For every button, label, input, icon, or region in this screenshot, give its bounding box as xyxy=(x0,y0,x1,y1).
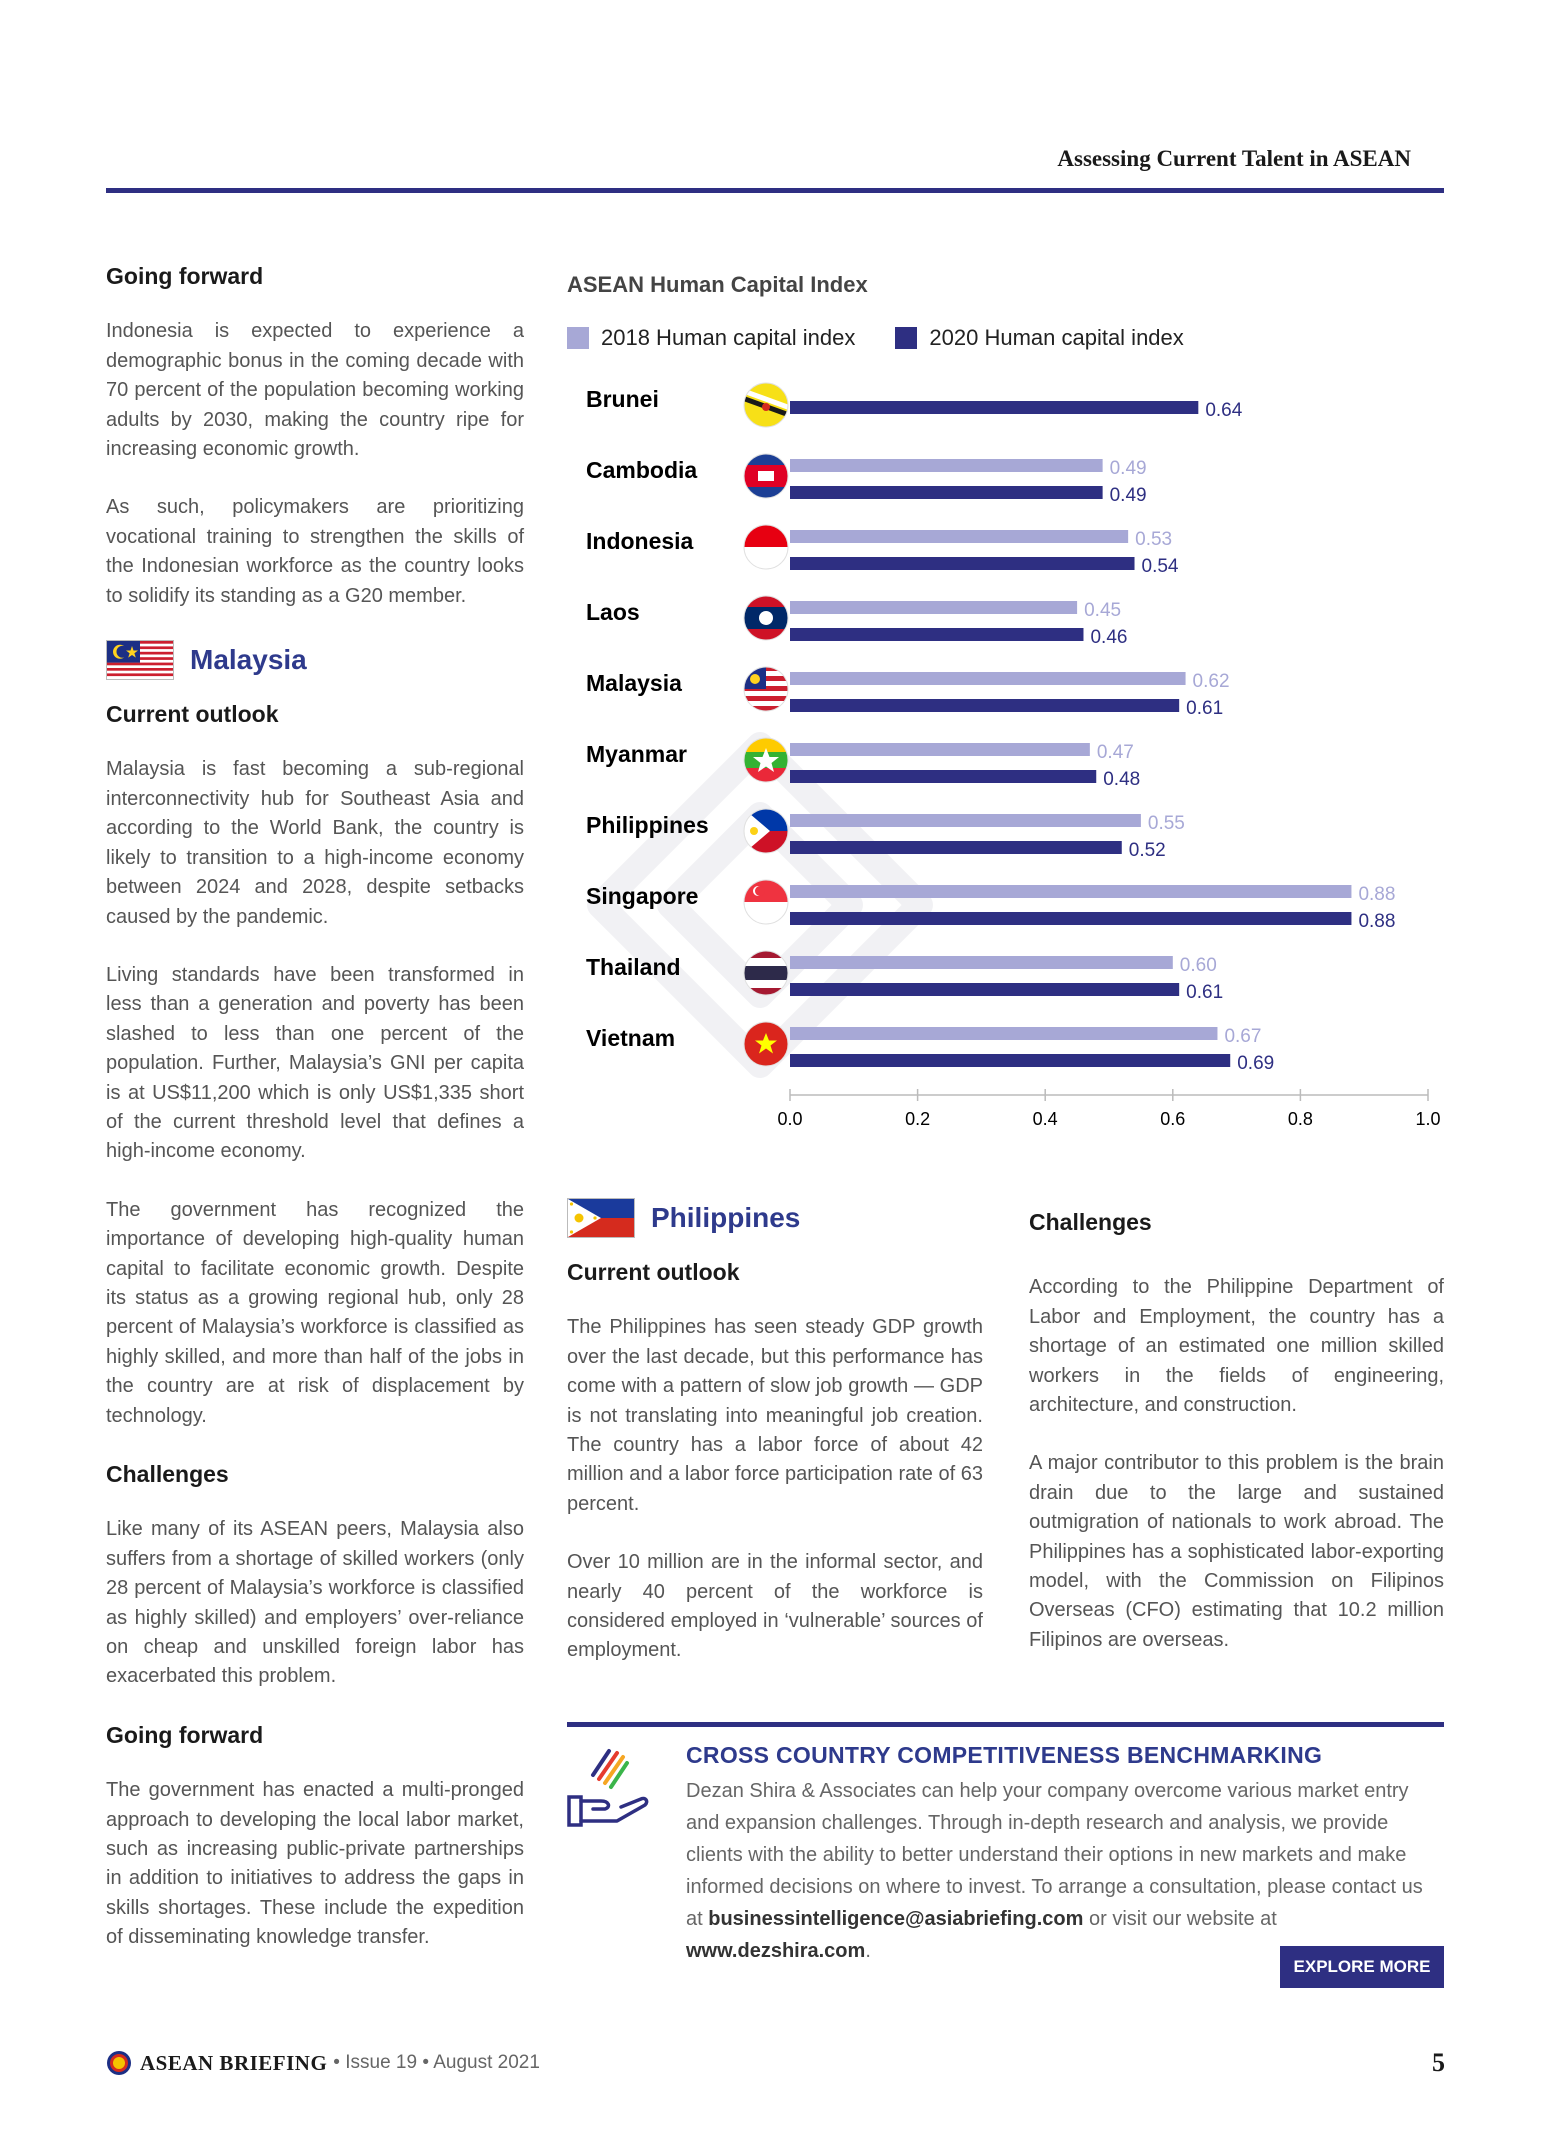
paragraph: Like many of its ASEAN peers, Malaysia also suffers from a shortage of skilled workers (only 28 percent of Malaysia’s workforce is classified as highly skilled) and employers’ over-reliance on cheap and unskilled foreign labor has exacerbated this problem. xyxy=(106,1518,524,1688)
flag-shape xyxy=(743,706,789,711)
promo-text-part: Dezan Shira & Associates can help your company overcome various market entry and expansion challenges. Through in-depth research and analysis, we provide clients with the ability to better understand their options in new markets and make informed decisions on where to invest. To arrange a consultation, please contact us at xyxy=(686,1780,1423,1930)
bar-indonesia-2018 xyxy=(790,530,1128,543)
footer-brand xyxy=(106,2050,540,2076)
flag-indonesia-shapes xyxy=(743,524,789,570)
current-outlook-heading: Current outlook xyxy=(567,1259,740,1285)
paragraph: Malaysia is fast becoming a sub-regional interconnectivity hub for Southeast Asia and according to the World Bank, the country is likely to transition to a high-income economy between 2024 and 2028, despite setbacks caused by the pandemic. xyxy=(106,758,524,928)
footer-issue: • Issue 19 • August 2021 xyxy=(333,2052,540,2073)
value-label-laos-2018: 0.45 xyxy=(1084,600,1122,621)
flag-laos-icon xyxy=(743,595,789,641)
chart-title: ASEAN Human Capital Index xyxy=(567,272,868,297)
current-outlook-heading: Current outlook xyxy=(106,701,279,728)
flag-shape xyxy=(762,403,770,411)
category-label-singapore: Singapore xyxy=(586,883,699,909)
paragraph: Indonesia is expected to experience a demographic bonus in the coming decade with 70 percent of the population becoming working adults by 2030, making the country ripe for increasing economic growth. xyxy=(106,320,524,461)
bar-singapore-2018 xyxy=(790,885,1351,898)
category-label-malaysia: Malaysia xyxy=(586,670,682,696)
x-axis xyxy=(777,1089,1440,1129)
bar-myanmar-2018 xyxy=(790,743,1090,756)
bar-myanmar-2020 xyxy=(790,770,1096,783)
paragraph: The government has enacted a multi-pronged approach to developing the local labor market, such as increasing public-private partnerships in addition to initiatives to address the gaps in skills shortages. These include the expedition of disseminating knowledge transfer. xyxy=(106,1779,524,1949)
philippines-flag-icon xyxy=(567,1198,635,1238)
value-label-singapore-2018: 0.88 xyxy=(1358,884,1396,905)
flag-shape xyxy=(743,696,789,701)
value-label-malaysia-2018: 0.62 xyxy=(1192,671,1230,692)
value-label-philippines-2020: 0.52 xyxy=(1128,840,1166,861)
value-label-brunei-2020: 0.64 xyxy=(1205,400,1243,421)
footer-brand-name: ASEAN BRIEFING xyxy=(140,2050,328,2075)
paragraph: According to the Philippine Department of Labor and Employment, the country has a shortage of an estimated one million skilled workers in the fields of engineering, architecture, and construction. xyxy=(1029,1276,1444,1417)
x-tick-label: 0.8 xyxy=(1287,1109,1313,1129)
philippines-column xyxy=(567,1198,983,1695)
promo-rule xyxy=(567,1722,1444,1727)
value-label-laos-2020: 0.46 xyxy=(1090,627,1128,648)
flag-shape xyxy=(743,879,789,902)
bar-malaysia-2018 xyxy=(790,672,1186,685)
bar-cambodia-2018 xyxy=(790,459,1103,472)
bar-philippines-2018 xyxy=(790,814,1141,827)
malaysia-title: Malaysia xyxy=(190,644,307,676)
value-label-indonesia-2020: 0.54 xyxy=(1141,556,1179,577)
hci-bar-chart xyxy=(560,365,1450,1145)
category-label-myanmar: Myanmar xyxy=(586,741,687,767)
flag-shape xyxy=(759,611,773,625)
bar-vietnam-2020 xyxy=(790,1054,1230,1067)
challenges-heading: Challenges xyxy=(106,1461,229,1487)
legend-item-2018 xyxy=(567,325,855,351)
challenges-heading: Challenges xyxy=(1029,1209,1152,1235)
flag-shape xyxy=(750,827,758,835)
flag-laos-shapes xyxy=(743,595,789,641)
left-column xyxy=(106,262,524,1982)
value-label-vietnam-2020: 0.69 xyxy=(1237,1053,1275,1074)
flag-malaysia-icon xyxy=(743,666,789,712)
flag-shape xyxy=(743,966,789,980)
bar-cambodia-2020 xyxy=(790,486,1103,499)
category-label-brunei: Brunei xyxy=(586,386,659,412)
flag-singapore-icon xyxy=(743,879,789,925)
x-tick-label: 0.0 xyxy=(777,1109,803,1129)
value-label-malaysia-2020: 0.61 xyxy=(1186,698,1224,719)
paragraph: The Philippines has seen steady GDP growth over the last decade, but this performance has come with a pattern of slow job growth — GDP is not translating into meaningful job creation. The country has a labor force of about 42 million and a labor force participation rate of 63 percent. xyxy=(567,1316,983,1515)
flag-brunei-icon xyxy=(743,382,790,428)
category-label-laos: Laos xyxy=(586,599,640,625)
value-label-myanmar-2018: 0.47 xyxy=(1096,742,1134,763)
bar-brunei-2020 xyxy=(790,401,1198,414)
value-label-indonesia-2018: 0.53 xyxy=(1135,529,1173,550)
value-label-thailand-2020: 0.61 xyxy=(1186,982,1224,1003)
bar-laos-2020 xyxy=(790,628,1083,641)
bar-thailand-2020 xyxy=(790,983,1179,996)
value-label-singapore-2020: 0.88 xyxy=(1358,911,1396,932)
flag-shape xyxy=(758,471,774,481)
flag-malaysia-shapes xyxy=(743,666,789,712)
benchmark-hand-icon xyxy=(565,1745,665,1835)
paragraph: The government has recognized the importance of developing high-quality human capital to facilitate economic growth. Despite its status as a growing regional hub, only 28 percent of Malaysia’s workforce is classified as highly skilled, and more than half of the jobs in the country are at risk of displacement by technology. xyxy=(106,1198,524,1427)
bar-thailand-2018 xyxy=(790,956,1173,969)
asean-emblem-icon xyxy=(106,2050,132,2076)
running-header: Assessing Current Talent in ASEAN xyxy=(1057,146,1411,171)
legend-swatch-2020 xyxy=(895,327,917,349)
bar-philippines-2020 xyxy=(790,841,1122,854)
legend-item-2020 xyxy=(895,325,1183,351)
promo-website-link[interactable]: www.dezshira.com xyxy=(686,1940,866,1962)
value-label-myanmar-2020: 0.48 xyxy=(1103,769,1141,790)
bar-indonesia-2020 xyxy=(790,557,1135,570)
header-rule xyxy=(106,188,1444,193)
category-label-vietnam: Vietnam xyxy=(586,1025,676,1051)
legend-label-2020: 2020 Human capital index xyxy=(929,325,1184,350)
paragraph: Over 10 million are in the informal sector, and nearly 40 percent of the workforce is considered employed in ‘vulnerable’ sources of employment. xyxy=(567,1551,983,1662)
category-label-philippines: Philippines xyxy=(586,812,709,838)
page-number: 5 xyxy=(1432,2048,1445,2077)
bar-laos-2018 xyxy=(790,601,1077,614)
promo-text xyxy=(686,1775,1426,1967)
value-label-philippines-2018: 0.55 xyxy=(1147,813,1185,834)
category-label-cambodia: Cambodia xyxy=(586,457,698,483)
flag-cambodia-icon xyxy=(743,453,789,499)
challenges-column xyxy=(1029,1208,1444,1684)
category-label-indonesia: Indonesia xyxy=(586,528,694,554)
explore-more-button[interactable]: EXPLORE MORE xyxy=(1280,1946,1444,1988)
paragraph: A major contributor to this problem is the brain drain due to the large and sustained outmigration of nationals to work abroad. The Philippines has a sophisticated labor-exporting model, with the Commission on Filipinos Overseas (CFO) estimating that 10.2 million Filipinos are overseas. xyxy=(1029,1452,1444,1651)
malaysia-heading xyxy=(106,640,524,680)
value-label-cambodia-2018: 0.49 xyxy=(1109,458,1147,479)
x-tick-label: 0.6 xyxy=(1160,1109,1186,1129)
bars-group xyxy=(586,382,1395,1074)
flag-singapore-shapes xyxy=(743,879,789,925)
going-forward-heading: Going forward xyxy=(106,263,264,289)
category-label-thailand: Thailand xyxy=(586,954,681,980)
x-tick-label: 0.4 xyxy=(1032,1109,1058,1129)
legend-label-2018: 2018 Human capital index xyxy=(601,325,856,350)
chart-legend xyxy=(567,325,1224,351)
philippines-title: Philippines xyxy=(651,1202,801,1234)
bar-singapore-2020 xyxy=(790,912,1351,925)
bar-malaysia-2020 xyxy=(790,699,1179,712)
flag-indonesia-icon xyxy=(743,524,789,570)
philippines-heading xyxy=(567,1198,983,1238)
legend-swatch-2018 xyxy=(567,327,589,349)
flag-shape xyxy=(755,886,765,896)
flag-cambodia-shapes xyxy=(743,453,789,499)
promo-text-part: or visit our website at xyxy=(1083,1908,1277,1930)
promo-text-part: . xyxy=(865,1940,871,1962)
bar-vietnam-2018 xyxy=(790,1027,1217,1040)
x-tick-label: 1.0 xyxy=(1415,1109,1441,1129)
malaysia-flag-icon xyxy=(106,640,174,680)
flag-brunei-shapes xyxy=(743,382,790,428)
paragraph: Living standards have been transformed in less than a generation and poverty has been slashed to less than one percent of the population. Further, Malaysia’s GNI per capita is at US$11,200 which is only US$1,335 short of the current threshold level that defines a high-income economy. xyxy=(106,963,524,1163)
value-label-cambodia-2020: 0.49 xyxy=(1109,485,1147,506)
paragraph: As such, policymakers are prioritizing vocational training to strengthen the skills of the Indonesian workforce as the country looks to solidify its standing as a G20 member. xyxy=(106,496,524,607)
promo-email-link[interactable]: businessintelligence@asiabriefing.com xyxy=(708,1908,1084,1930)
value-label-thailand-2018: 0.60 xyxy=(1179,955,1217,976)
promo-title: CROSS COUNTRY COMPETITIVENESS BENCHMARKING xyxy=(686,1742,1323,1768)
going-forward-heading: Going forward xyxy=(106,1721,264,1748)
flag-shape xyxy=(743,524,789,547)
x-tick-label: 0.2 xyxy=(905,1109,931,1129)
value-label-vietnam-2018: 0.67 xyxy=(1224,1026,1262,1047)
flag-shape xyxy=(750,674,760,684)
